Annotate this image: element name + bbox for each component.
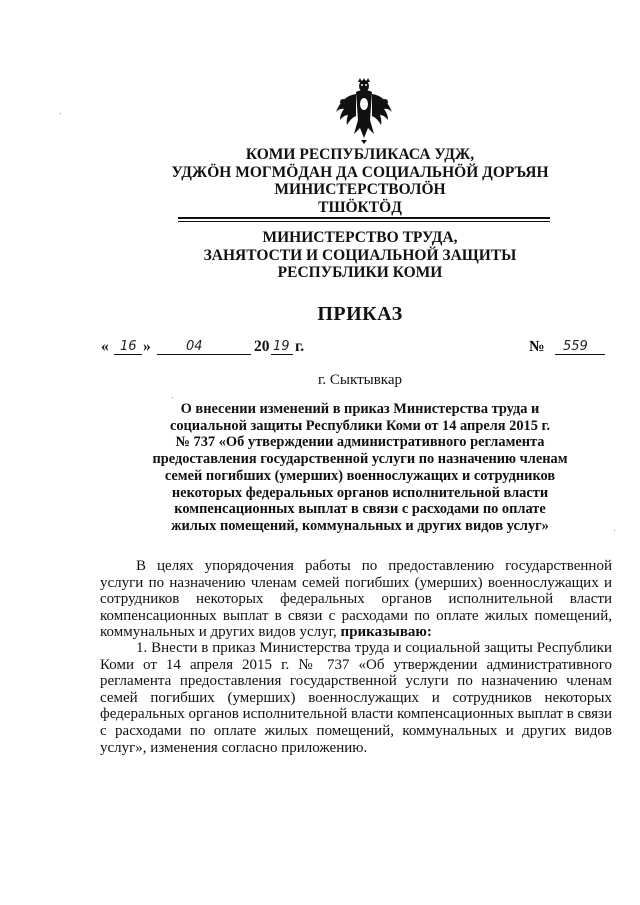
subject-line: компенсационных выплат в связи с расходами по оплате [174,501,546,518]
order-number-value: 559 [563,339,588,354]
header-komi-line-1: КОМИ РЕСПУБЛИКАСА УДЖ, [245,146,475,163]
date-year-abbrev: г. [295,338,305,355]
header-russian [100,229,620,282]
subject-line: семей погибших (умерших) военнослужащих и сотрудников [164,467,556,484]
date-day: 16 [120,339,137,354]
header-ru-line-2: ЗАНЯТОСТИ И СОЦИАЛЬНОЙ ЗАЩИТЫ [203,246,517,264]
subject-line: некоторых федеральных органов исполнительной власти [171,484,549,501]
header-divider-thick [178,217,550,219]
order-directive: приказываю: [340,624,432,641]
header-komi-line-4: ТШÖКТÖД [318,198,402,216]
komi-coat-of-arms-icon [334,78,394,144]
date-year-underline [271,354,293,355]
order-subject [112,401,608,535]
date-year-suffix: 19 [273,339,290,354]
header-ru-line-3: РЕСПУБЛИКИ КОМИ [277,264,443,281]
subject-line: предоставления государственной услуги по назначению членам [152,451,568,468]
date-month-underline [157,354,251,355]
date-month: 04 [186,339,203,354]
scan-speck [60,113,61,114]
order-number-label: № [529,338,545,355]
document-type-title: ПРИКАЗ [317,303,403,325]
header-divider-thin [178,221,550,222]
subject-line: № 737 «Об утверждении административного регламента [175,434,545,451]
scan-speck [172,397,173,398]
date-close-quote: » [143,338,151,355]
date-day-underline [114,354,142,355]
header-komi-line-2: УДЖÖН МОГМÖДАН ДА СОЦИАЛЬНÖЙ ДОРЪЯН [171,163,549,181]
header-komi [100,146,620,216]
city: г. Сыктывкар [317,372,403,388]
order-number-underline [555,354,605,355]
subject-line: социальной защиты Республики Коми от 14 апреля 2015 г. [169,417,551,434]
date-year-prefix: 20 [254,338,270,355]
subject-line: жилых помещений, коммунальных и других видов услуг» [171,517,549,534]
scan-speck [614,530,615,531]
header-ru-line-1: МИНИСТЕРСТВО ТРУДА, [262,229,458,246]
header-komi-line-3: МИНИСТЕРСТВОЛÖН [274,181,446,198]
preamble-text: В целях упорядочения работы по предоставлению государственной услуги по назначению членам семей погибших (умерших) военнослужащих и сотрудников некоторых федеральных органов исполнительной власти компенсационных выплат в связи с расходами по оплате жилых помещений, коммунальных и других видов услуг, [100,558,612,641]
body-paragraph-item-1: 1. Внести в приказ Министерства труда и социальной защиты Республики Коми от 14 апреля 2015 г. № 737 «Об утверждении административного регламента предоставления государственной услуги по назначению членам семей погибших (умерших) военнослужащих и сотрудников некоторых федеральных органов исполнительной власти компенсационных выплат в связи с расходами по оплате жилых помещений, коммунальных и других видов услуг», изменения согласно приложению. [100,640,612,756]
date-open-quote: « [101,338,109,355]
date-number-row [0,338,640,360]
subject-line: О внесении изменений в приказ Министерства труда и [180,401,540,417]
body-paragraph-preamble [100,558,612,641]
